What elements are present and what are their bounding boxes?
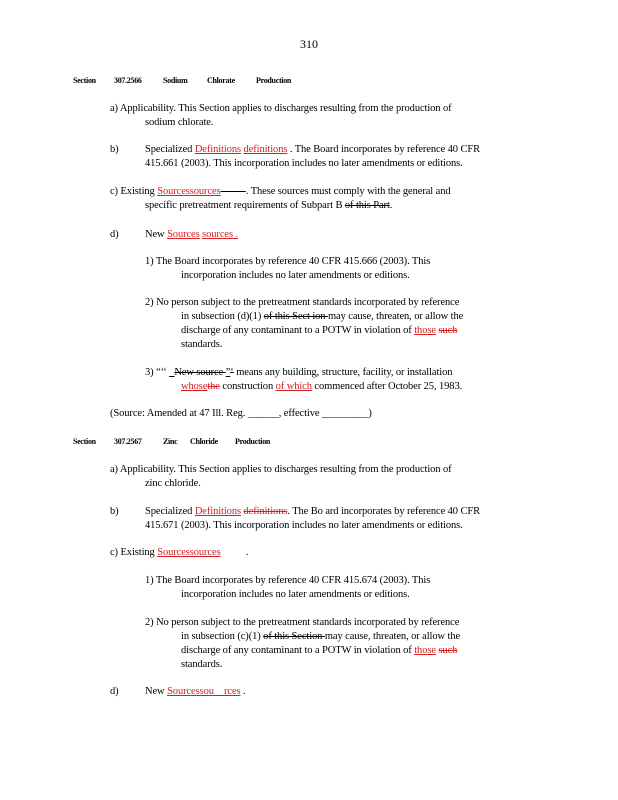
item-d2-line2 bbox=[181, 310, 463, 323]
subsection-d-label: d) bbox=[110, 686, 119, 697]
deleted-text: New source bbox=[174, 367, 226, 378]
section-heading-number: 307.2567 bbox=[114, 437, 142, 446]
text: (Source: Amended at 47 Ill. Reg. bbox=[110, 408, 248, 419]
section-heading-word: Chloride bbox=[190, 437, 218, 446]
inserted-text: Definitions bbox=[194, 144, 241, 155]
subsection-a-line2: zinc chloride. bbox=[145, 478, 201, 489]
inserted-text: definitions bbox=[243, 144, 288, 155]
section-heading-number: 307.2566 bbox=[114, 76, 142, 85]
section-heading-label: Section bbox=[73, 437, 96, 446]
item-c2-line3 bbox=[181, 644, 457, 657]
text: . bbox=[232, 229, 238, 240]
text: construction bbox=[219, 381, 276, 392]
item-c2-line4: standards. bbox=[181, 659, 223, 670]
text: specific pretreatment requirements of Subpart B bbox=[145, 200, 345, 211]
section-heading-label: Section bbox=[73, 76, 96, 85]
inserted-text: those bbox=[414, 645, 436, 656]
inserted-text: Definitions bbox=[194, 506, 241, 517]
subsection-b-line2: 415.661 (2003). This incorporation includes no later amendments or editions. bbox=[145, 158, 463, 169]
blank-field: ______ bbox=[247, 408, 279, 419]
text: New bbox=[145, 229, 168, 240]
text: may cause, threaten, or allow the bbox=[324, 631, 461, 642]
inserted-text: Sources bbox=[167, 229, 200, 240]
text: discharge of any contaminant to a POTW in violation of bbox=[181, 325, 415, 336]
text: may cause, threaten, or allow the bbox=[327, 311, 464, 322]
text: . The Board incorporates by reference 40 CFR bbox=[287, 144, 481, 155]
item-c2-line2 bbox=[181, 630, 460, 643]
deleted-text: such bbox=[438, 645, 458, 656]
source-note bbox=[110, 407, 372, 420]
deleted-text: definitions bbox=[243, 506, 288, 517]
section-heading-word: Sodium bbox=[163, 76, 188, 85]
inserted-text: Sourcessou bbox=[167, 686, 214, 697]
inserted-text: of which bbox=[275, 381, 312, 392]
page-number: 310 bbox=[300, 37, 318, 51]
item-c1-line1: 1) The Board incorporates by reference 40 CFR 415.674 (2003). This bbox=[145, 575, 431, 586]
text: discharge of any contaminant to a POTW in violation of bbox=[181, 645, 415, 656]
text: 3) “‘‘ bbox=[145, 367, 170, 378]
text: , effective bbox=[278, 408, 322, 419]
text bbox=[214, 686, 224, 697]
text: . bbox=[240, 686, 246, 697]
subsection-d-line1 bbox=[145, 228, 238, 241]
text: means any building, structure, facility, or installation bbox=[233, 367, 453, 378]
section-heading-word: Production bbox=[235, 437, 271, 446]
text: _ bbox=[169, 367, 175, 378]
item-d2-line4: standards. bbox=[181, 339, 223, 350]
text: Specialized bbox=[145, 144, 195, 155]
text: in subsection (c)(1) bbox=[181, 631, 264, 642]
subsection-c-line2 bbox=[145, 199, 392, 212]
subsection-b-label: b) bbox=[110, 144, 119, 155]
deleted-text: of this Sect ion bbox=[263, 311, 328, 322]
section-heading-word: Chlorate bbox=[207, 76, 235, 85]
text: Specialized bbox=[145, 506, 195, 517]
item-c1-line2: incorporation includes no later amendments or editions. bbox=[181, 589, 410, 600]
item-d1-line1: 1) The Board incorporates by reference 40 CFR 415.666 (2003). This bbox=[145, 256, 431, 267]
item-d1-line2: incorporation includes no later amendments or editions. bbox=[181, 270, 410, 281]
section-heading-word: Zinc bbox=[163, 437, 178, 446]
deleted-text: such bbox=[438, 325, 458, 336]
deleted-text: of this Part bbox=[344, 200, 390, 211]
subsection-b-label: b) bbox=[110, 506, 119, 517]
text: . The Bo ard incorporates by reference 40 CFR bbox=[287, 506, 481, 517]
inserted-text: sources bbox=[202, 229, 233, 240]
item-c2-line1: 2) No person subject to the pretreatment standards incorporated by reference bbox=[145, 617, 460, 628]
subsection-c-line1 bbox=[110, 185, 451, 198]
text: . These sources must comply with the general and bbox=[245, 186, 451, 197]
text: ” bbox=[225, 367, 231, 378]
subsection-c-line1 bbox=[110, 546, 248, 559]
section-heading-word: Production bbox=[256, 76, 292, 85]
item-d2-line1: 2) No person subject to the pretreatment standards incorporated by reference bbox=[145, 297, 460, 308]
subsection-b-line1 bbox=[145, 505, 480, 518]
text: ) bbox=[368, 408, 372, 419]
text: New bbox=[145, 686, 168, 697]
subsection-a-line1: a) Applicability. This Section applies to discharges resulting from the production of bbox=[110, 103, 452, 114]
subsection-d-line1 bbox=[145, 685, 246, 698]
deleted-text: ‘ bbox=[230, 367, 234, 378]
subsection-b-line2: 415.671 (2003). This incorporation includes no later amendments or editions. bbox=[145, 520, 463, 531]
subsection-b-line1 bbox=[145, 143, 480, 156]
item-d3-line2 bbox=[181, 380, 462, 393]
item-d2-line3 bbox=[181, 324, 457, 337]
subsection-a-line1: a) Applicability. This Section applies to discharges resulting from the production of bbox=[110, 464, 452, 475]
text: c) Existing bbox=[110, 547, 158, 558]
inserted-text: sources bbox=[189, 186, 221, 197]
deleted-text: the bbox=[207, 381, 220, 392]
inserted-text: Sourcessources bbox=[157, 547, 221, 558]
text: . bbox=[389, 200, 393, 211]
text: . bbox=[220, 547, 249, 558]
deleted-text bbox=[221, 186, 246, 197]
inserted-text: Sources bbox=[157, 186, 190, 197]
deleted-text: of this Section bbox=[263, 631, 325, 642]
inserted-text: those bbox=[414, 325, 436, 336]
text: in subsection (d)(1) bbox=[181, 311, 264, 322]
subsection-a-line2: sodium chlorate. bbox=[145, 117, 214, 128]
inserted-text: rces bbox=[224, 686, 241, 697]
subsection-d-label: d) bbox=[110, 229, 119, 240]
blank-field: _________ bbox=[321, 408, 369, 419]
item-d3-line1 bbox=[145, 366, 452, 379]
text: c) Existing bbox=[110, 186, 158, 197]
text: commenced after October 25, 1983. bbox=[311, 381, 463, 392]
inserted-text: whose bbox=[181, 381, 208, 392]
